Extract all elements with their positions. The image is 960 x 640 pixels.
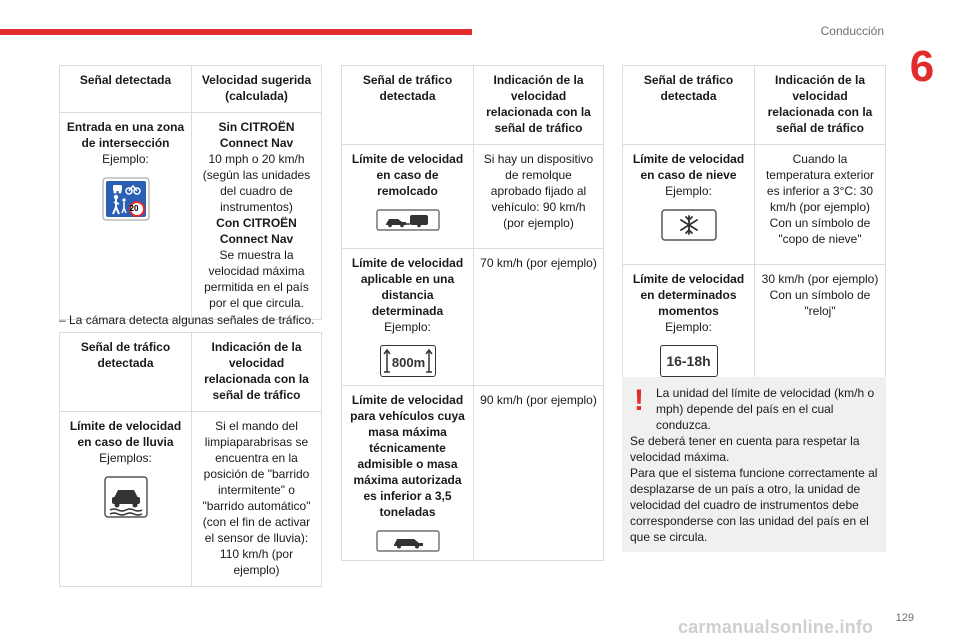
info-text: Para que el sistema funcione correctamente al desplazarse de un país a otro, la unidad de velocidad del cuadro de instrumentos debe corresponderse con las unidad del país en el que se circula.	[630, 466, 878, 544]
value-text: Si el mando del limpiaparabrisas se encuentra en la posición de "barrido intermitente" o "barrido automático" (con el fin de activar el sensor de lluvia): 110 km/h (por ejemplo)	[202, 419, 311, 577]
row-title: Límite de velocidad en caso de lluvia	[69, 419, 182, 449]
section-title: Conducción	[820, 24, 884, 38]
row-title: Límite de velocidad en caso de remolcado	[351, 152, 464, 198]
row-title: Límite de velocidad aplicable en una distancia determinada	[351, 256, 464, 318]
table-cell	[192, 412, 322, 587]
table-cell	[474, 386, 604, 561]
distance-sign	[380, 345, 436, 377]
intersection-sign-speed: 20	[129, 204, 139, 213]
speed-table-towing	[341, 65, 604, 561]
rain-road-sign-icon	[104, 476, 148, 518]
row-example-label: Ejemplo:	[102, 152, 149, 166]
page-number: 129	[895, 612, 914, 624]
value-title: Con CITROËN Connect Nav	[216, 216, 297, 246]
value-title: Sin CITROËN Connect Nav	[218, 120, 295, 150]
table-cell	[342, 386, 474, 561]
row-example-label: Ejemplo:	[665, 184, 712, 198]
row-example-label: Ejemplos:	[99, 451, 152, 465]
table-cell	[623, 265, 755, 386]
intersection-zone-sign-icon	[102, 177, 150, 221]
table-header: Señal de tráfico detectada	[342, 66, 474, 145]
table-header: Indicación de la velocidad relacionada con la señal de tráfico	[755, 66, 886, 145]
table-header: Señal de tráfico detectada	[60, 333, 192, 412]
table-header: Señal detectada	[60, 66, 192, 113]
value-text: 10 mph o 20 km/h (según las unidades del cuadro de instrumentos)	[202, 152, 311, 214]
chapter-number: 6	[909, 42, 935, 91]
table-cell	[474, 145, 604, 249]
table-header: Velocidad sugerida (calculada)	[192, 66, 322, 113]
car-sign-icon	[376, 530, 440, 552]
watermark: carmanualsonline.info	[678, 617, 874, 637]
table-cell	[474, 249, 604, 386]
value-text: 90 km/h (por ejemplo)	[480, 393, 597, 407]
value-text: Cuando la temperatura exterior es inferior a 3°C: 30 km/h (por ejemplo) Con un símbolo de "copo de nieve"	[765, 152, 875, 246]
car-with-trailer-sign-icon	[376, 209, 440, 231]
header-accent-bar	[0, 29, 472, 35]
time-range-sign	[660, 345, 718, 377]
row-title: Entrada en una zona de intersección	[66, 120, 185, 150]
table-cell	[342, 145, 474, 249]
time-range-sign-text: 16-18h	[666, 353, 711, 369]
up-arrow-icon	[383, 348, 391, 374]
up-arrow-icon	[425, 348, 433, 374]
speed-table-rain	[59, 332, 322, 587]
info-text: La unidad del límite de velocidad (km/h o mph) depende del país en el cual conduzca.	[656, 386, 875, 432]
table-cell	[755, 145, 886, 265]
row-example-label: Ejemplo:	[665, 320, 712, 334]
table-cell	[192, 113, 322, 320]
table-header: Señal de tráfico detectada	[623, 66, 755, 145]
table-cell	[755, 265, 886, 386]
table-header: Indicación de la velocidad relacionada con la señal de tráfico	[192, 333, 322, 412]
row-title: Límite de velocidad para vehículos cuya masa máxima técnicamente admisible o masa máxima autorizada es inferior a 3,5 toneladas	[350, 393, 465, 519]
camera-note: – La cámara detecta algunas señales de tráfico.	[59, 313, 315, 327]
info-box	[622, 377, 886, 552]
value-text: Se muestra la velocidad máxima permitida en el país por el que circula.	[204, 248, 309, 310]
value-text: Si hay un dispositivo de remolque aprobado fijado al vehículo: 90 km/h (por ejemplo)	[483, 152, 594, 230]
snowflake-sign-icon	[661, 209, 717, 241]
table-cell	[60, 412, 192, 587]
value-text: 30 km/h (por ejemplo) Con un símbolo de "reloj"	[761, 272, 879, 318]
row-title: Límite de velocidad en determinados momentos	[632, 272, 745, 318]
exclamation-icon: !	[634, 384, 644, 417]
distance-sign-text: 800m	[391, 355, 426, 370]
row-example-label: Ejemplo:	[384, 320, 431, 334]
speed-table-intersection	[59, 65, 322, 320]
info-text: Se deberá tener en cuenta para respetar la velocidad máxima.	[630, 434, 860, 464]
value-text: 70 km/h (por ejemplo)	[480, 256, 597, 270]
table-header: Indicación de la velocidad relacionada con la señal de tráfico	[474, 66, 604, 145]
row-title: Límite de velocidad en caso de nieve	[632, 152, 745, 182]
table-cell	[60, 113, 192, 320]
table-cell	[623, 145, 755, 265]
speed-table-snow	[622, 65, 886, 386]
table-cell	[342, 249, 474, 386]
